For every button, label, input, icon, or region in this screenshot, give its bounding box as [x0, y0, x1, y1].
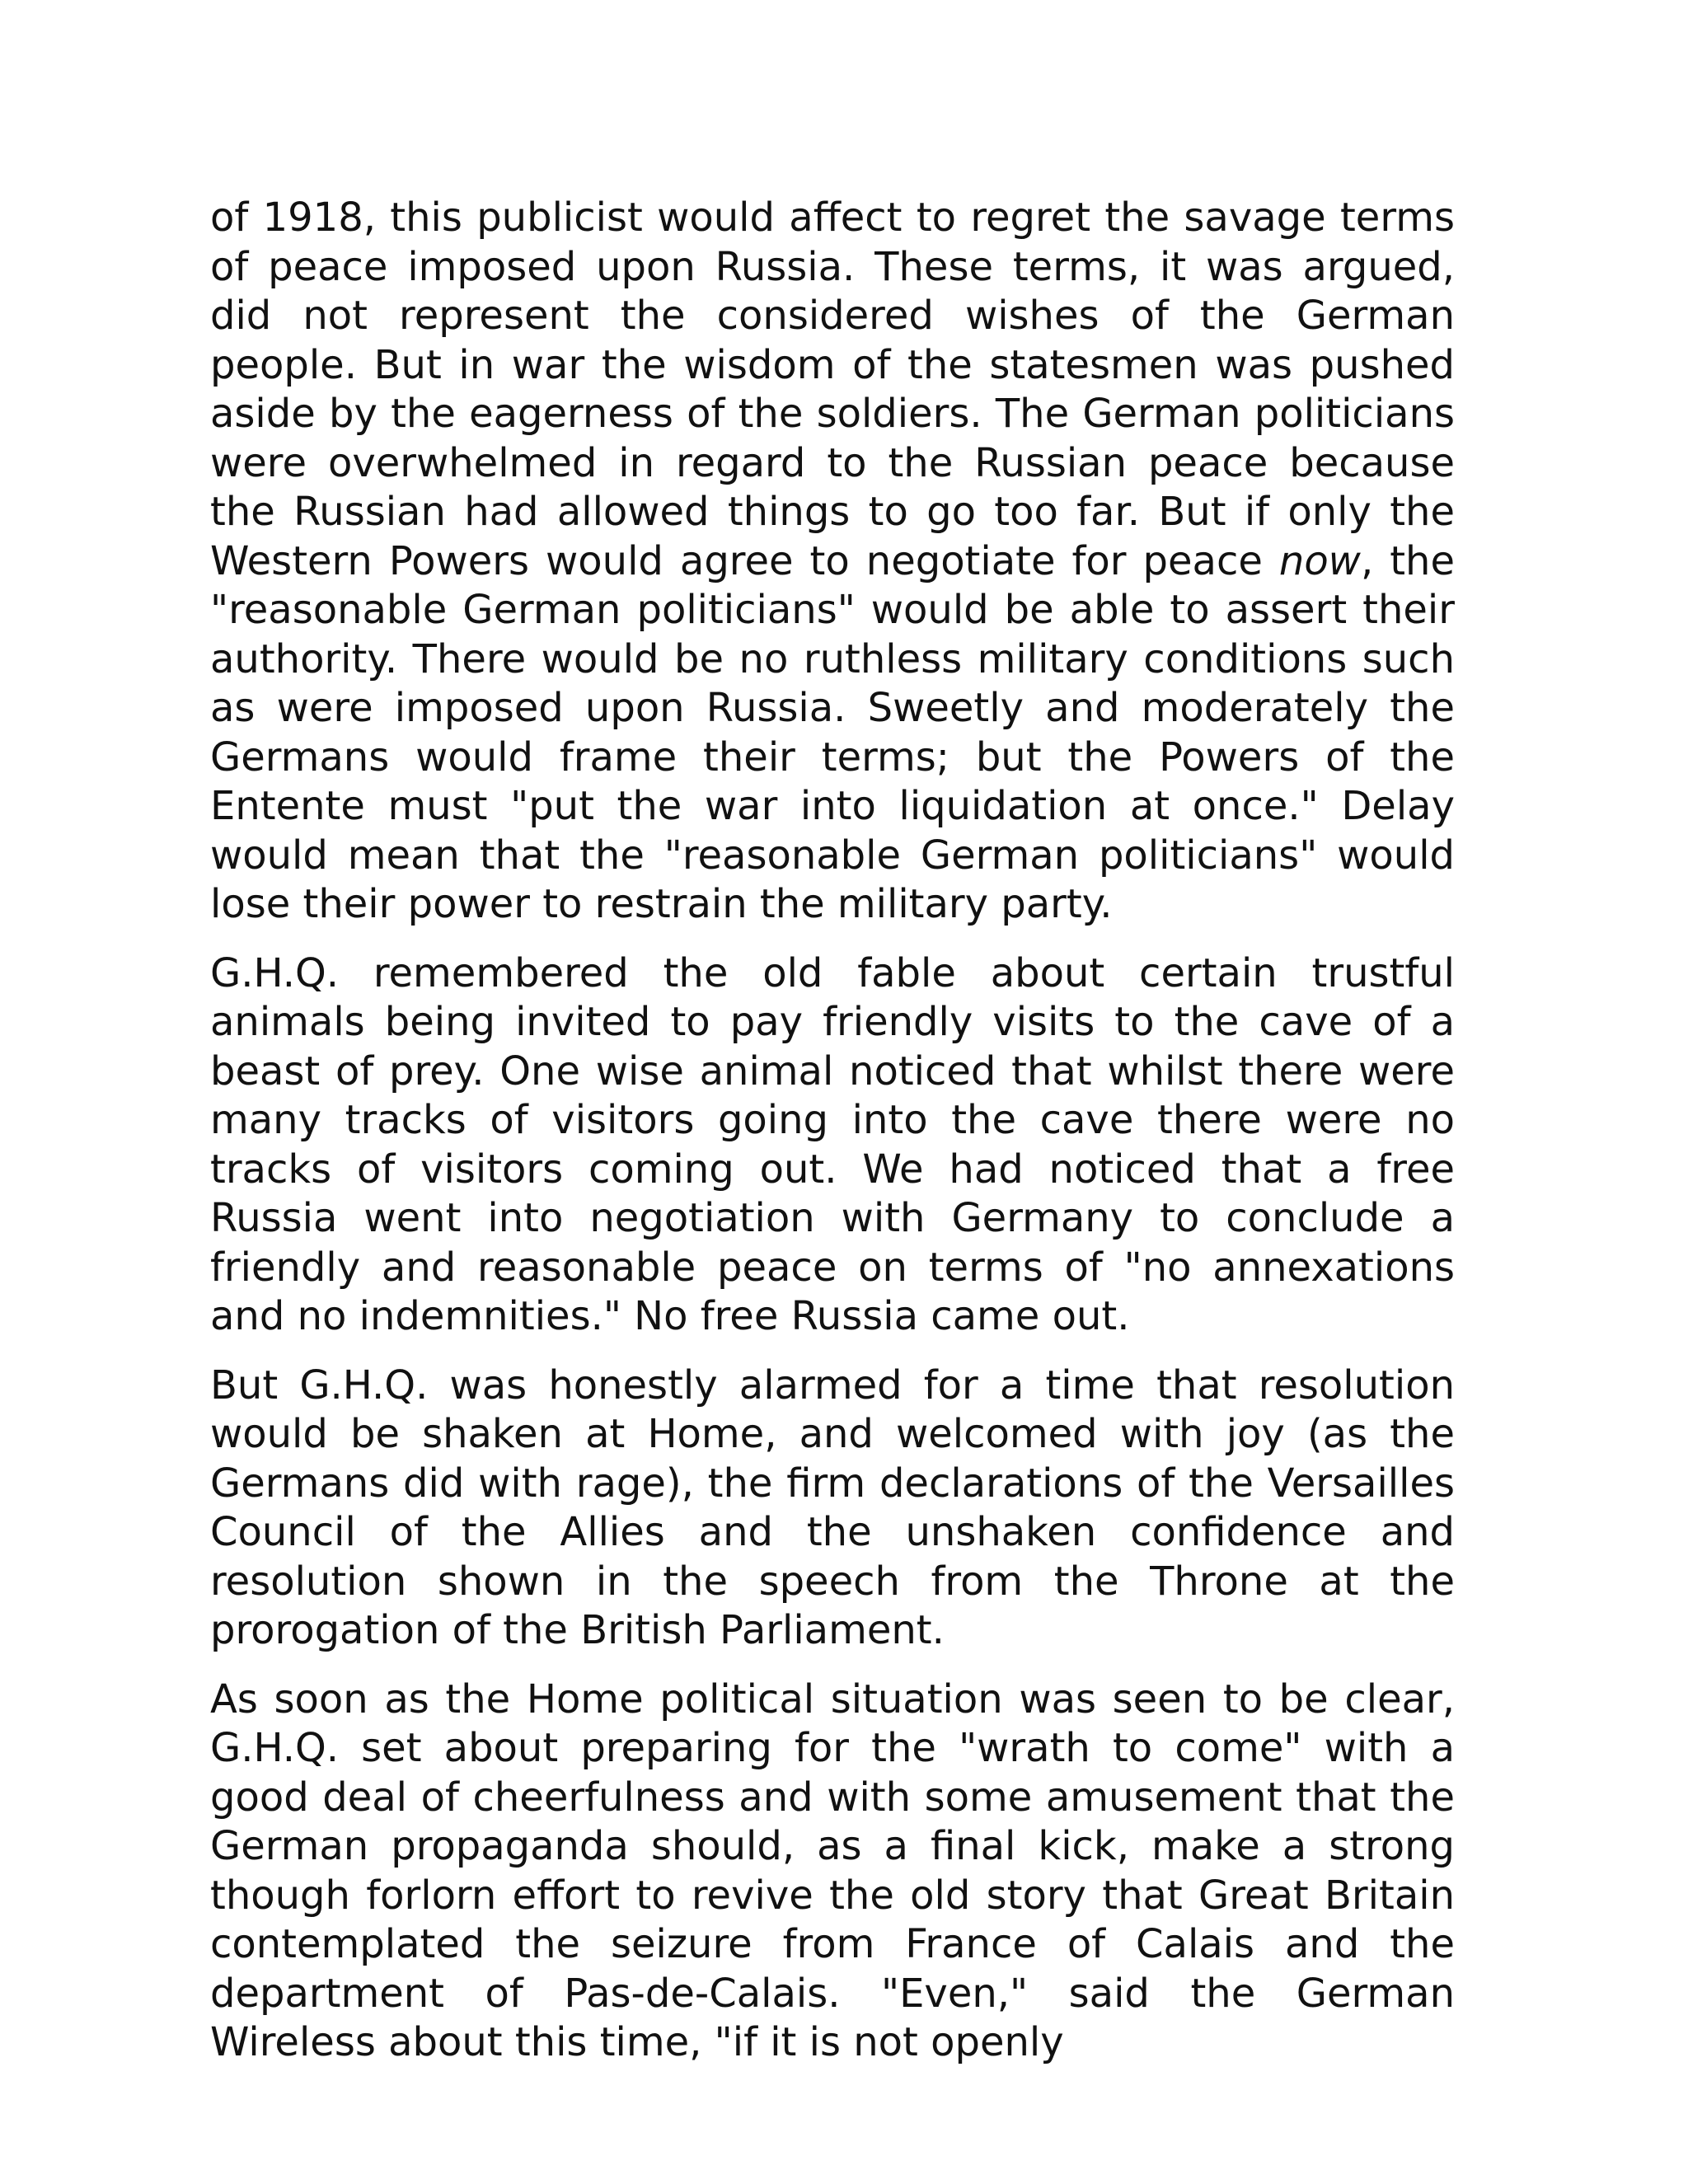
paragraph-1-text-end: , the "reasonable German politicians" would be able to assert their authority. There would be no ruthless military conditions such as were imposed upon Russia. Sweetly and moderately the Germans would frame their terms; but the Powers of the Entente must "put the war into liquidation at once." Delay would mean that the "reasonable German politicians" would lose their power to restrain the military party. — [210, 537, 1455, 927]
paragraph-2: G.H.Q. remembered the old fable about certain trustful animals being invited to pay friendly visits to the cave of a beast of prey. One wise animal noticed that whilst there were many tracks of visitors going into the cave there were no tracks of visitors coming out. We had noticed that a free Russia went into negotiation with Germany to conclude a friendly and reasonable peace on terms of "no annexations and no indemnities." No free Russia came out. — [210, 949, 1455, 1339]
paragraph-4: As soon as the Home political situation was seen to be clear, G.H.Q. set about preparing for the "wrath to come" with a good deal of cheerfulness and with some amusement that the German propaganda should, as a final kick, make a strong though forlorn effort to revive the old story that Great Britain contemplated the seizure from France of Calais and the department of Pas-de-Calais. "Even," said the German Wireless about this time, "if it is not openly — [210, 1675, 1455, 2065]
paragraph-1-text-start: of 1918, this publicist would affect to regret the savage terms of peace imposed upon Russia. These terms, it was argued, did not represent the considered wishes of the German people. But in war the wisdom of the statesmen was pushed aside by the eagerness of the soldiers. The German politicians were overwhelmed in regard to the Russian peace because the Russian had allowed things to go too far. But if only the Western Powers would agree to negotiate for peace — [210, 194, 1455, 584]
document-page — [210, 194, 1455, 2088]
emphasis-now: now — [1278, 537, 1361, 584]
paragraph-3: But G.H.Q. was honestly alarmed for a time that resolution would be shaken at Home, and welcomed with joy (as the Germans did with rage), the firm declarations of the Versailles Council of the Allies and the unshaken confidence and resolution shown in the speech from the Throne at the prorogation of the British Parliament. — [210, 1361, 1455, 1653]
paragraph-1 — [210, 194, 1455, 930]
